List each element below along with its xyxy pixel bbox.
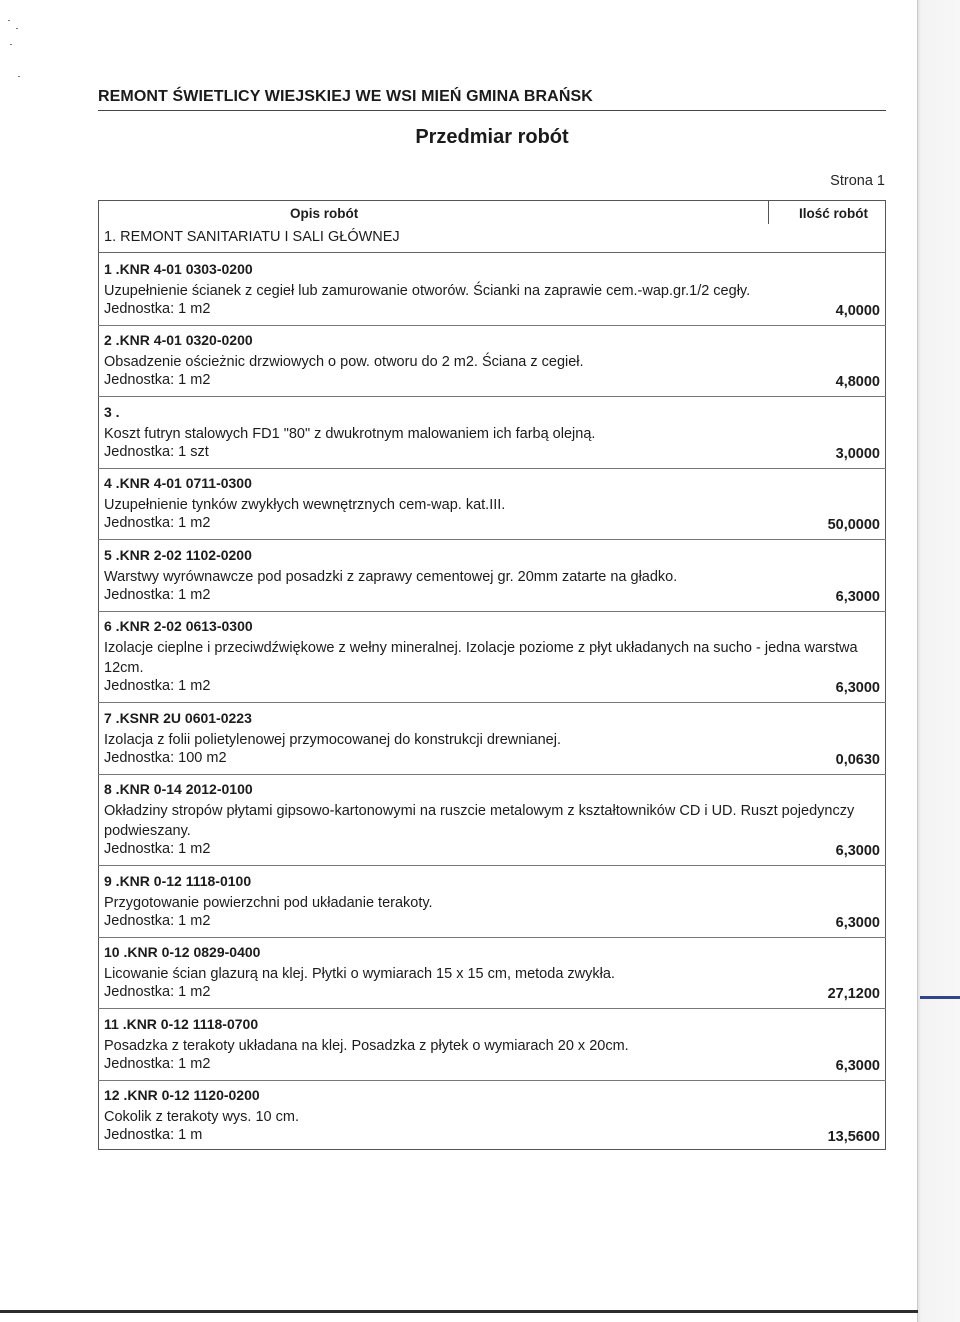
item-description: Posadzka z terakoty układana na klej. Posadzka z płytek o wymiarach 20 x 20cm. bbox=[104, 1038, 629, 1054]
item-unit: Jednostka: 1 m2 bbox=[104, 301, 211, 317]
item-quantity: 50,0000 bbox=[827, 517, 880, 533]
row-divider bbox=[98, 325, 886, 326]
item-quantity: 4,0000 bbox=[835, 303, 880, 319]
item-description: Licowanie ścian glazurą na klej. Płytki o wymiarach 15 x 15 cm, metoda zwykła. bbox=[104, 966, 615, 982]
scan-bottom-edge bbox=[0, 1310, 918, 1313]
row-divider bbox=[98, 937, 886, 938]
item-unit: Jednostka: 1 m2 bbox=[104, 678, 211, 694]
row-divider bbox=[98, 396, 886, 397]
row-divider bbox=[98, 539, 886, 540]
item-quantity: 13,5600 bbox=[827, 1129, 880, 1145]
item-description: Uzupełnienie tynków zwykłych wewnętrznych cem-wap. kat.III. bbox=[104, 497, 506, 513]
item-description: Okładziny stropów płytami gipsowo-kartonowymi na ruszcie metalowym z kształtowników CD i UD. Ruszt pojedynczy podwieszany. bbox=[104, 803, 855, 839]
item-description: Przygotowanie powierzchni pod układanie terakoty. bbox=[104, 895, 433, 911]
item-unit: Jednostka: 1 m2 bbox=[104, 587, 211, 603]
item-code: 8 .KNR 0-14 2012-0100 bbox=[104, 781, 253, 797]
item-unit: Jednostka: 1 m2 bbox=[104, 372, 211, 388]
page-number: Strona 1 bbox=[830, 173, 885, 189]
row-divider bbox=[98, 702, 886, 703]
scan-specks bbox=[6, 14, 36, 84]
item-description: Cokolik z terakoty wys. 10 cm. bbox=[104, 1109, 299, 1125]
item-unit: Jednostka: 1 m2 bbox=[104, 841, 211, 857]
item-quantity: 3,0000 bbox=[835, 446, 880, 462]
item-unit: Jednostka: 1 m bbox=[104, 1127, 203, 1143]
item-code: 5 .KNR 2-02 1102-0200 bbox=[104, 547, 252, 563]
header-title: REMONT ŚWIETLICY WIEJSKIEJ WE WSI MIEŃ GMINA BRAŃSK bbox=[98, 88, 593, 105]
item-quantity: 27,1200 bbox=[827, 986, 880, 1002]
item-description: Warstwy wyrównawcze pod posadzki z zaprawy cementowej gr. 20mm zatarte na gładko. bbox=[104, 569, 678, 585]
item-description: Koszt futryn stalowych FD1 "80" z dwukrotnym malowaniem ich farbą olejną. bbox=[104, 426, 596, 442]
row-divider bbox=[98, 468, 886, 469]
column-header-description: Opis robót bbox=[290, 206, 359, 221]
section-title: 1. REMONT SANITARIATU I SALI GŁÓWNEJ bbox=[104, 229, 400, 245]
scan-page-edge bbox=[917, 0, 960, 1322]
item-code: 7 .KSNR 2U 0601-0223 bbox=[104, 710, 252, 726]
row-divider bbox=[98, 1008, 886, 1009]
item-quantity: 4,8000 bbox=[835, 374, 880, 390]
item-description: Izolacja z folii polietylenowej przymocowanej do konstrukcji drewnianej. bbox=[104, 732, 561, 748]
item-code: 3 . bbox=[104, 404, 120, 420]
item-description: Izolacje cieplne i przeciwdźwiękowe z wełny mineralnej. Izolacje poziome z płyt układanych na sucho - jedna warstwa 12cm. bbox=[104, 640, 858, 676]
item-quantity: 6,3000 bbox=[835, 1058, 880, 1074]
row-divider bbox=[98, 1080, 886, 1081]
item-code: 9 .KNR 0-12 1118-0100 bbox=[104, 873, 252, 889]
item-quantity: 6,3000 bbox=[835, 680, 880, 696]
column-header-quantity: Ilość robót bbox=[798, 206, 868, 221]
item-code: 12 .KNR 0-12 1120-0200 bbox=[104, 1087, 260, 1103]
header-rule bbox=[98, 110, 886, 111]
item-description: Uzupełnienie ścianek z cegieł lub zamurowanie otworów. Ścianki na zaprawie cem.-wap.gr.1/2 cegły. bbox=[104, 283, 751, 299]
scan-blue-mark bbox=[920, 996, 960, 999]
item-code: 4 .KNR 4-01 0711-0300 bbox=[104, 475, 252, 491]
item-unit: Jednostka: 1 m2 bbox=[104, 913, 211, 929]
item-quantity: 6,3000 bbox=[835, 589, 880, 605]
item-unit: Jednostka: 1 m2 bbox=[104, 515, 211, 531]
item-unit: Jednostka: 1 m2 bbox=[104, 1056, 211, 1072]
item-code: 1 .KNR 4-01 0303-0200 bbox=[104, 261, 253, 277]
item-quantity: 0,0630 bbox=[835, 752, 880, 768]
item-unit: Jednostka: 1 m2 bbox=[104, 984, 211, 1000]
item-description: Obsadzenie ościeżnic drzwiowych o pow. otworu do 2 m2. Ściana z cegieł. bbox=[104, 354, 584, 370]
item-unit: Jednostka: 100 m2 bbox=[104, 750, 227, 766]
row-divider bbox=[98, 611, 886, 612]
item-code: 11 .KNR 0-12 1118-0700 bbox=[104, 1016, 259, 1032]
section-rule bbox=[98, 252, 886, 253]
item-code: 2 .KNR 4-01 0320-0200 bbox=[104, 332, 253, 348]
item-unit: Jednostka: 1 szt bbox=[104, 444, 209, 460]
document-title: Przedmiar robót bbox=[415, 126, 569, 148]
item-code: 10 .KNR 0-12 0829-0400 bbox=[104, 944, 261, 960]
item-code: 6 .KNR 2-02 0613-0300 bbox=[104, 618, 253, 634]
column-divider bbox=[768, 200, 769, 224]
item-quantity: 6,3000 bbox=[835, 915, 880, 931]
item-quantity: 6,3000 bbox=[835, 843, 880, 859]
row-divider bbox=[98, 865, 886, 866]
row-divider bbox=[98, 774, 886, 775]
